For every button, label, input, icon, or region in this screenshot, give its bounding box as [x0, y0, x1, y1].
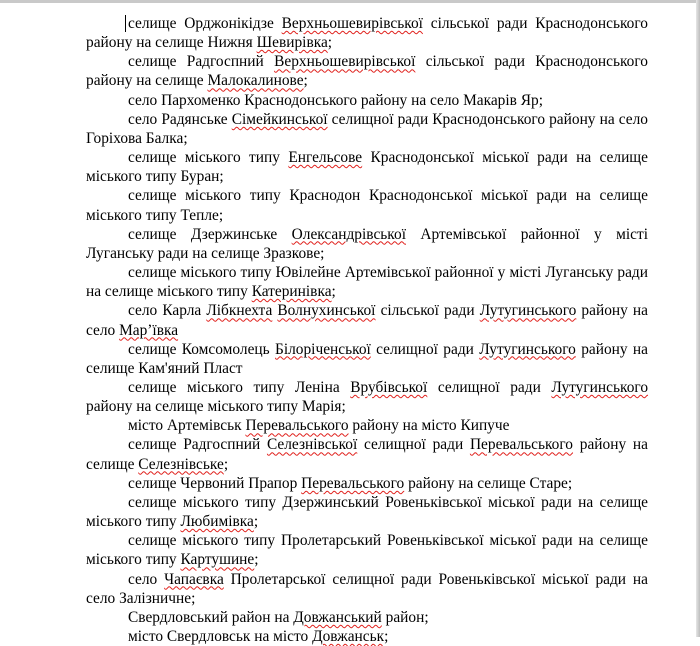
paragraph-text: селище міського типу Ювілейне Артемівської районної у місті Луганську ради на селище міського типу: [86, 264, 648, 301]
paragraph: [86, 14, 648, 52]
misspelled-word: Селезнівської: [266, 436, 358, 454]
paragraph-text: село Карла: [128, 302, 207, 320]
misspelled-word: Малокалинове: [207, 72, 304, 90]
paragraph-text: Артемівської районної у місті Луганську ради на селище Зразкове;: [86, 225, 648, 262]
paragraph: [86, 570, 648, 608]
paragraph: [86, 148, 648, 186]
paragraph-text: селищної ради: [357, 436, 470, 454]
misspelled-word: Любимівка: [180, 513, 254, 531]
paragraph-text: району на село: [86, 302, 648, 339]
paragraph-text: селище міського типу Дзержинський Ровеньківської міської ради на селище міського типу: [86, 493, 648, 531]
paragraph: [86, 608, 648, 627]
paragraph: [86, 416, 648, 435]
paragraph-text: району на селище Кам'яний Пласт: [86, 340, 648, 377]
misspelled-word: Олександрівської: [291, 225, 406, 243]
paragraph-text: село: [128, 570, 165, 588]
paragraph-text: селище міського типу Леніна: [128, 378, 351, 396]
paragraph: [86, 91, 648, 110]
paragraph-text: району на селище міського типу Марія;: [86, 398, 346, 416]
paragraph-text: село Пархоменко Краснодонського району на село Макарів Яр;: [128, 91, 543, 109]
misspelled-word: Перевальського: [301, 474, 405, 492]
misspelled-word: Лутугинського: [479, 302, 577, 320]
misspelled-word: Довжанський: [293, 608, 382, 626]
paragraph-text: селище міського типу Пролетарський Ровеньківської міської ради на селище міського типу: [86, 532, 648, 569]
paragraph: [86, 52, 648, 90]
misspelled-word: Лібкнехта: [206, 302, 273, 320]
paragraph-text: селище Комсомолець: [128, 340, 275, 358]
misspelled-word: Шевирівка: [256, 34, 328, 52]
paragraph-text: ;: [327, 34, 333, 52]
text-cursor: [125, 15, 126, 32]
paragraph-text: ;: [253, 513, 259, 531]
misspelled-word: Білоріченської: [275, 340, 371, 358]
misspelled-word: Катеринівка: [251, 283, 332, 301]
paragraph: [86, 186, 648, 224]
paragraph-text: селище Дзержинське: [128, 225, 292, 243]
paragraph-text: селище Червоний Прапор: [128, 474, 302, 492]
paragraph: [86, 378, 648, 416]
paragraph-text: Пролетарської селищної ради Ровеньківської міської ради на село Залізничне;: [86, 570, 648, 607]
paragraph-text: місто Артемівськ: [128, 417, 246, 435]
paragraph-text: району на місто Кипуче: [348, 417, 510, 435]
paragraph-text: ;: [223, 455, 229, 473]
paragraph-text: сільської ради: [375, 302, 480, 320]
misspelled-word: Лутугинського: [479, 340, 576, 358]
paragraph-text: район;: [381, 608, 429, 626]
misspelled-word: Волнухинської: [277, 302, 376, 320]
paragraph-text: Краснодонської міської ради на селище міського типу Буран;: [86, 149, 648, 186]
paragraph: [86, 531, 648, 569]
misspelled-word: Картушине: [180, 551, 255, 569]
paragraph: [86, 340, 648, 378]
paragraph-list: [86, 14, 648, 646]
paragraph: [86, 263, 648, 301]
paragraph: [86, 225, 648, 263]
paragraph-text: району на селище Старе;: [404, 474, 573, 492]
paragraph-text: селищної ради: [427, 378, 552, 396]
misspelled-word: Мар’ївка: [119, 321, 179, 339]
paragraph-text: селищної ради Краснодонського району на село Горіхова Балка;: [86, 110, 648, 147]
paragraph: [86, 474, 648, 493]
paragraph-text: селище міського типу Краснодон Краснодонської міської ради на селище міського типу Тепле;: [86, 187, 648, 224]
misspelled-word: Врубівської: [350, 378, 428, 396]
paragraph-text: селище Радгоспний: [128, 53, 275, 71]
paragraph-text: місто Свердловськ на місто: [128, 628, 313, 645]
paragraph-text: Свердловський район на: [128, 608, 294, 626]
document-page[interactable]: [86, 14, 648, 646]
paragraph: [86, 493, 648, 531]
misspelled-word: Лутугинського: [551, 378, 649, 396]
paragraph-text: селище міського типу: [128, 149, 289, 167]
paragraph: [86, 110, 648, 148]
paragraph-text: ;: [331, 283, 336, 301]
paragraph-text: сільської ради Краснодонського району на селище Нижня: [86, 15, 648, 52]
misspelled-word: Верхньошевирівської: [281, 15, 423, 32]
misspelled-word: Перевальського: [245, 417, 349, 435]
misspelled-word: Перевальського: [469, 436, 574, 454]
paragraph-text: селище Орджонікідзе: [128, 15, 282, 32]
paragraph-text: ;: [384, 628, 389, 645]
window-top-border: [0, 0, 700, 3]
paragraph-text: ;: [254, 551, 259, 569]
misspelled-word: Енгельсове: [288, 149, 363, 167]
paragraph-text: ;: [303, 72, 308, 90]
paragraph: [86, 301, 648, 339]
window-right-border: [696, 0, 700, 637]
paragraph-text: району на селище: [86, 436, 648, 473]
misspelled-word: Селезнівське: [138, 455, 224, 473]
paragraph-text: селище Радгоспний: [128, 436, 267, 454]
paragraph-text: сільської ради Краснодонського району на селище: [86, 53, 648, 90]
paragraph: [86, 435, 648, 473]
misspelled-word: Довжанськ: [312, 628, 385, 645]
misspelled-word: Верхньошевирівської: [274, 53, 416, 71]
paragraph-text: село Радянське: [128, 110, 232, 128]
paragraph-text: селищної ради: [370, 340, 480, 358]
misspelled-word: Чапаєвка: [164, 570, 224, 588]
misspelled-word: Сімейкинської: [231, 110, 328, 128]
